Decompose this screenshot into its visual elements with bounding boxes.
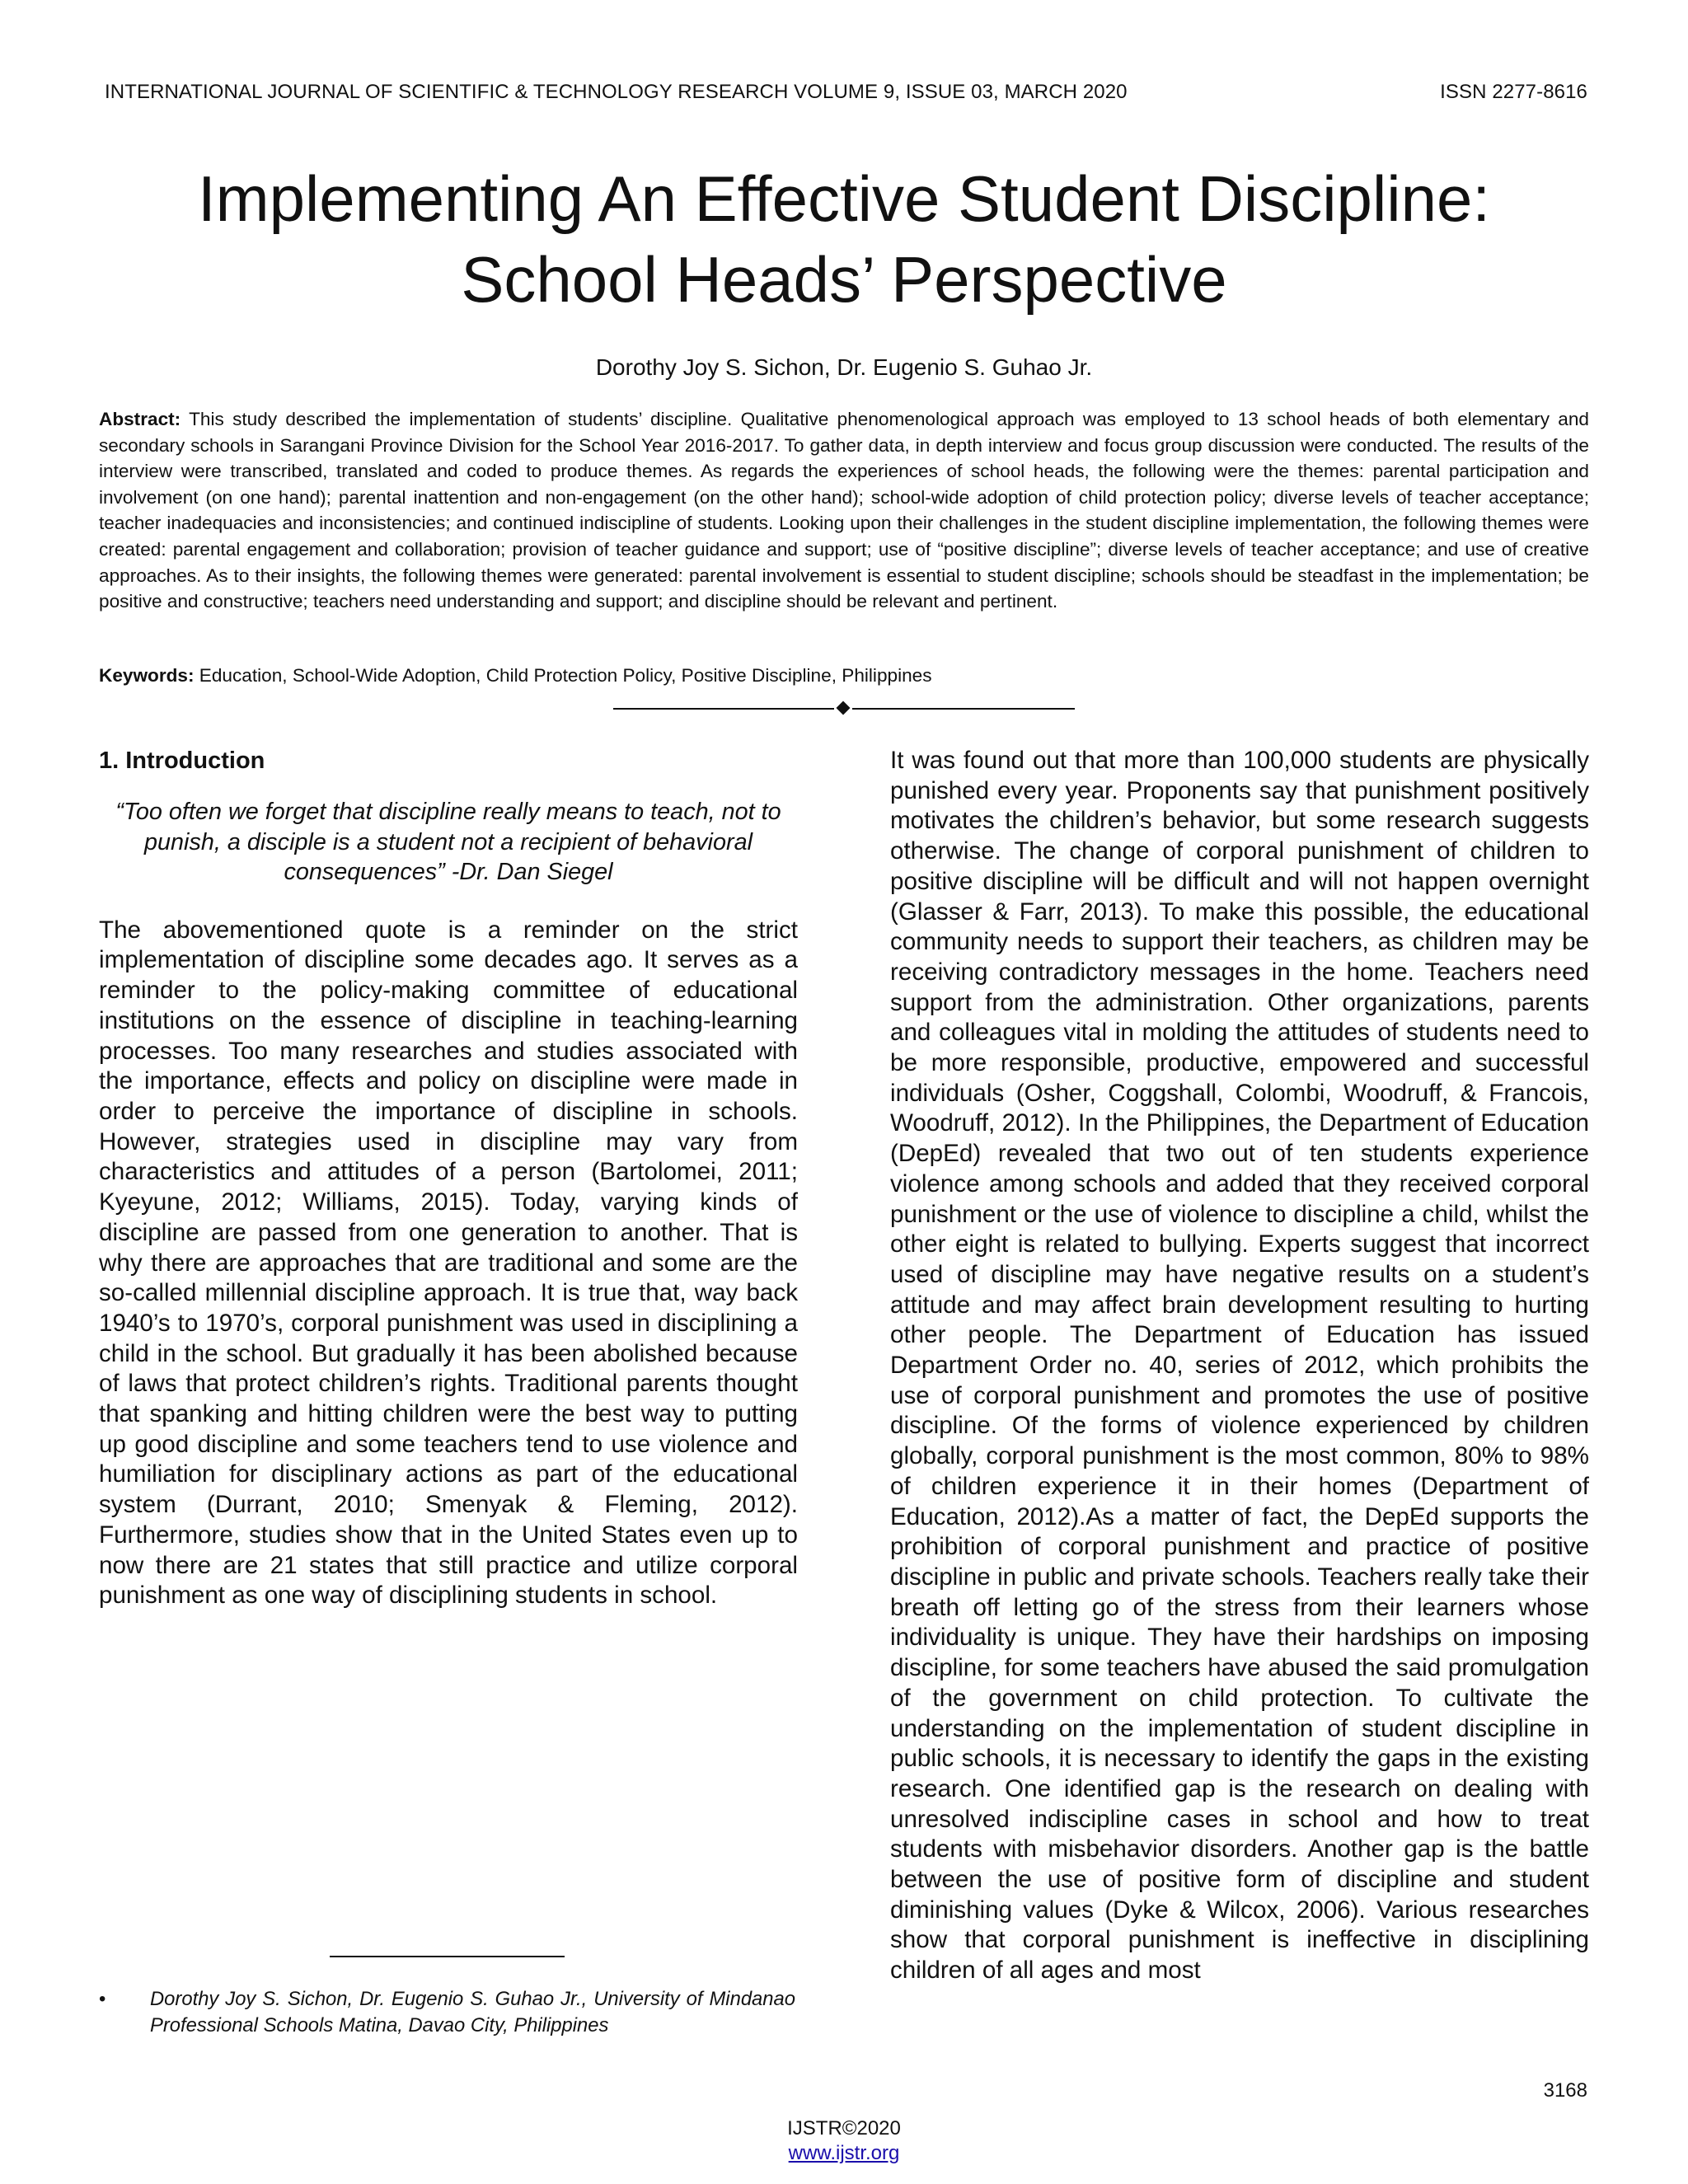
footnote-rule (330, 1956, 565, 1957)
separator-line-right (852, 708, 1075, 710)
intro-paragraph-left: The abovementioned quote is a reminder on the strict implementation of discipline some decades ago. It serves as a reminder to the policy-making committee of educational institutions on the essence of discipline in teaching-learning processes. Too many researches and studies associated with the importance, effects and policy on discipline were made in order to perceive the importance of discipline in schools. However, strategies used in discipline may vary from characteristics and attitudes of a person (Bartolomei, 2011; Kyeyune, 2012; Williams, 2015). Today, varying kinds of discipline are passed from one generation to another. That is why there are approaches that are traditional and some are the so-called millennial discipline approach. It is true that, way back 1940’s to 1970’s, corporal punishment was used in disciplining a child in the school. But gradually it has been abolished because of laws that protect children’s rights. Traditional parents thought that spanking and hitting children were the best way to putting up good discipline and some teachers tend to use violence and humiliation for disciplinary actions as part of the educational system (Durrant, 2010; Smenyak & Fleming, 2012). Furthermore, studies show that in the United States even up to now there are 21 states that still practice and utilize corporal punishment as one way of disciplining students in school. (99, 916, 798, 1610)
section-separator (613, 707, 1075, 710)
paper-title (82, 158, 1606, 320)
abstract-label: Abstract: (99, 409, 181, 429)
page-footer (0, 2116, 1688, 2166)
epigraph-quote: “Too often we forget that discipline really means to teach, not to punish, a disciple is a student not a recipient of behavioral consequences” -Dr. Dan Siegel (115, 799, 781, 886)
separator-line-left (613, 708, 834, 710)
bullet-icon: • (99, 1988, 106, 2010)
diamond-icon (837, 701, 851, 715)
website-link[interactable]: www.ijstr.org (788, 2142, 900, 2164)
footnote-text: Dorothy Joy S. Sichon, Dr. Eugenio S. Guhao Jr., University of Mindanao Professional Schools Matina, Davao City, Philippines (150, 1988, 795, 2036)
author-footnote (99, 1986, 795, 2039)
issn: ISSN 2277-8616 (1440, 81, 1587, 103)
keywords (99, 663, 1589, 688)
abstract-text: This study described the implementation of students’ discipline. Qualitative phenomenological approach was employed to 13 school heads of both elementary and secondary schools in Sarangani Province Division for the School Year 2016-2017. To gather data, in depth interview and focus group discussion were conducted. The results of the interview were transcribed, translated and coded to produce themes. As regards the experiences of school heads, the following were the themes: parental participation and involvement (on one hand); parental inattention and non-engagement (on the other hand); school-wide adoption of child protection policy; diverse levels of teacher acceptance; teacher inadequacies and inconsistencies; and continued indiscipline of students. Looking upon their challenges in the student discipline implementation, the following themes were created: parental engagement and collaboration; provision of teacher guidance and support; use of “positive discipline”; diverse levels of teacher acceptance; and use of creative approaches. As to their insights, the following themes were generated: parental involvement is essential to student discipline; schools should be steadfast in the implementation; be positive and constructive; teachers need understanding and support; and discipline should be relevant and pertinent. (99, 409, 1590, 612)
title-line-2: School Heads’ Perspective (461, 243, 1227, 316)
left-column (99, 744, 798, 1611)
copyright: IJSTR©2020 (787, 2117, 901, 2139)
keywords-label: Keywords: (99, 665, 195, 686)
right-column (890, 746, 1589, 1986)
title-line-1: Implementing An Effective Student Discipline: (197, 162, 1491, 235)
intro-paragraph-right: It was found out that more than 100,000 students are physically punished every year. Proponents say that punishment positively motivates the children’s behavior, but some research suggests otherwise. The change of corporal punishment of children to positive discipline will be difficult and will not happen overnight (Glasser & Farr, 2013). To make this possible, the educational community needs to support their teachers, as children may be receiving contradictory messages in the home. Teachers need support from the administration. Other organizations, parents and colleagues vital in molding the attitudes of students need to be more responsible, productive, empowered and successful individuals (Osher, Coggshall, Colombi, Woodruff, & Francois, Woodruff, 2012). In the Philippines, the Department of Education (DepEd) revealed that two out of ten students experience violence among schools and added that they received corporal punishment or the use of violence to discipline a child, whilst the other eight is related to bullying. Experts suggest that incorrect used of discipline may have negative results on a student’s attitude and may affect brain development resulting to hurting other people. The Department of Education has issued Department Order no. 40, series of 2012, which prohibits the use of corporal punishment and promotes the use of positive discipline. Of the forms of violence experienced by children globally, corporal punishment is the most common, 80% to 98% of children experience it in their homes (Department of Education, 2012).As a matter of fact, the DepEd supports the prohibition of corporal punishment and practice of positive discipline in public and private schools. Teachers really take their breath off letting go of the stress from their learners whose individuality is unique. They have their hardships on imposing discipline, for some teachers have abused the said promulgation of the government on child protection. To cultivate the understanding on the implementation of student discipline in public schools, it is necessary to identify the gaps in the existing research. One identified gap is the research on dealing with unresolved indiscipline cases in school and how to treat students with misbehavior disorders. Another gap is the battle between the use of positive form of discipline and student diminishing values (Dyke & Wilcox, 2006). Various researches show that corporal punishment is ineffective in disciplining children of all ages and most (890, 747, 1589, 1985)
running-header (105, 81, 1587, 114)
abstract (99, 406, 1589, 615)
page-number: 3168 (1543, 2079, 1587, 2102)
authors: Dorothy Joy S. Sichon, Dr. Eugenio S. Guhao Jr. (595, 354, 1093, 380)
journal-name: INTERNATIONAL JOURNAL OF SCIENTIFIC & TECHNOLOGY RESEARCH VOLUME 9, ISSUE 03, MARCH 2020 (105, 81, 1128, 103)
section-heading-introduction: 1. Introduction (99, 748, 265, 774)
keywords-text: Education, School-Wide Adoption, Child Protection Policy, Positive Discipline, Philippines (199, 665, 932, 686)
